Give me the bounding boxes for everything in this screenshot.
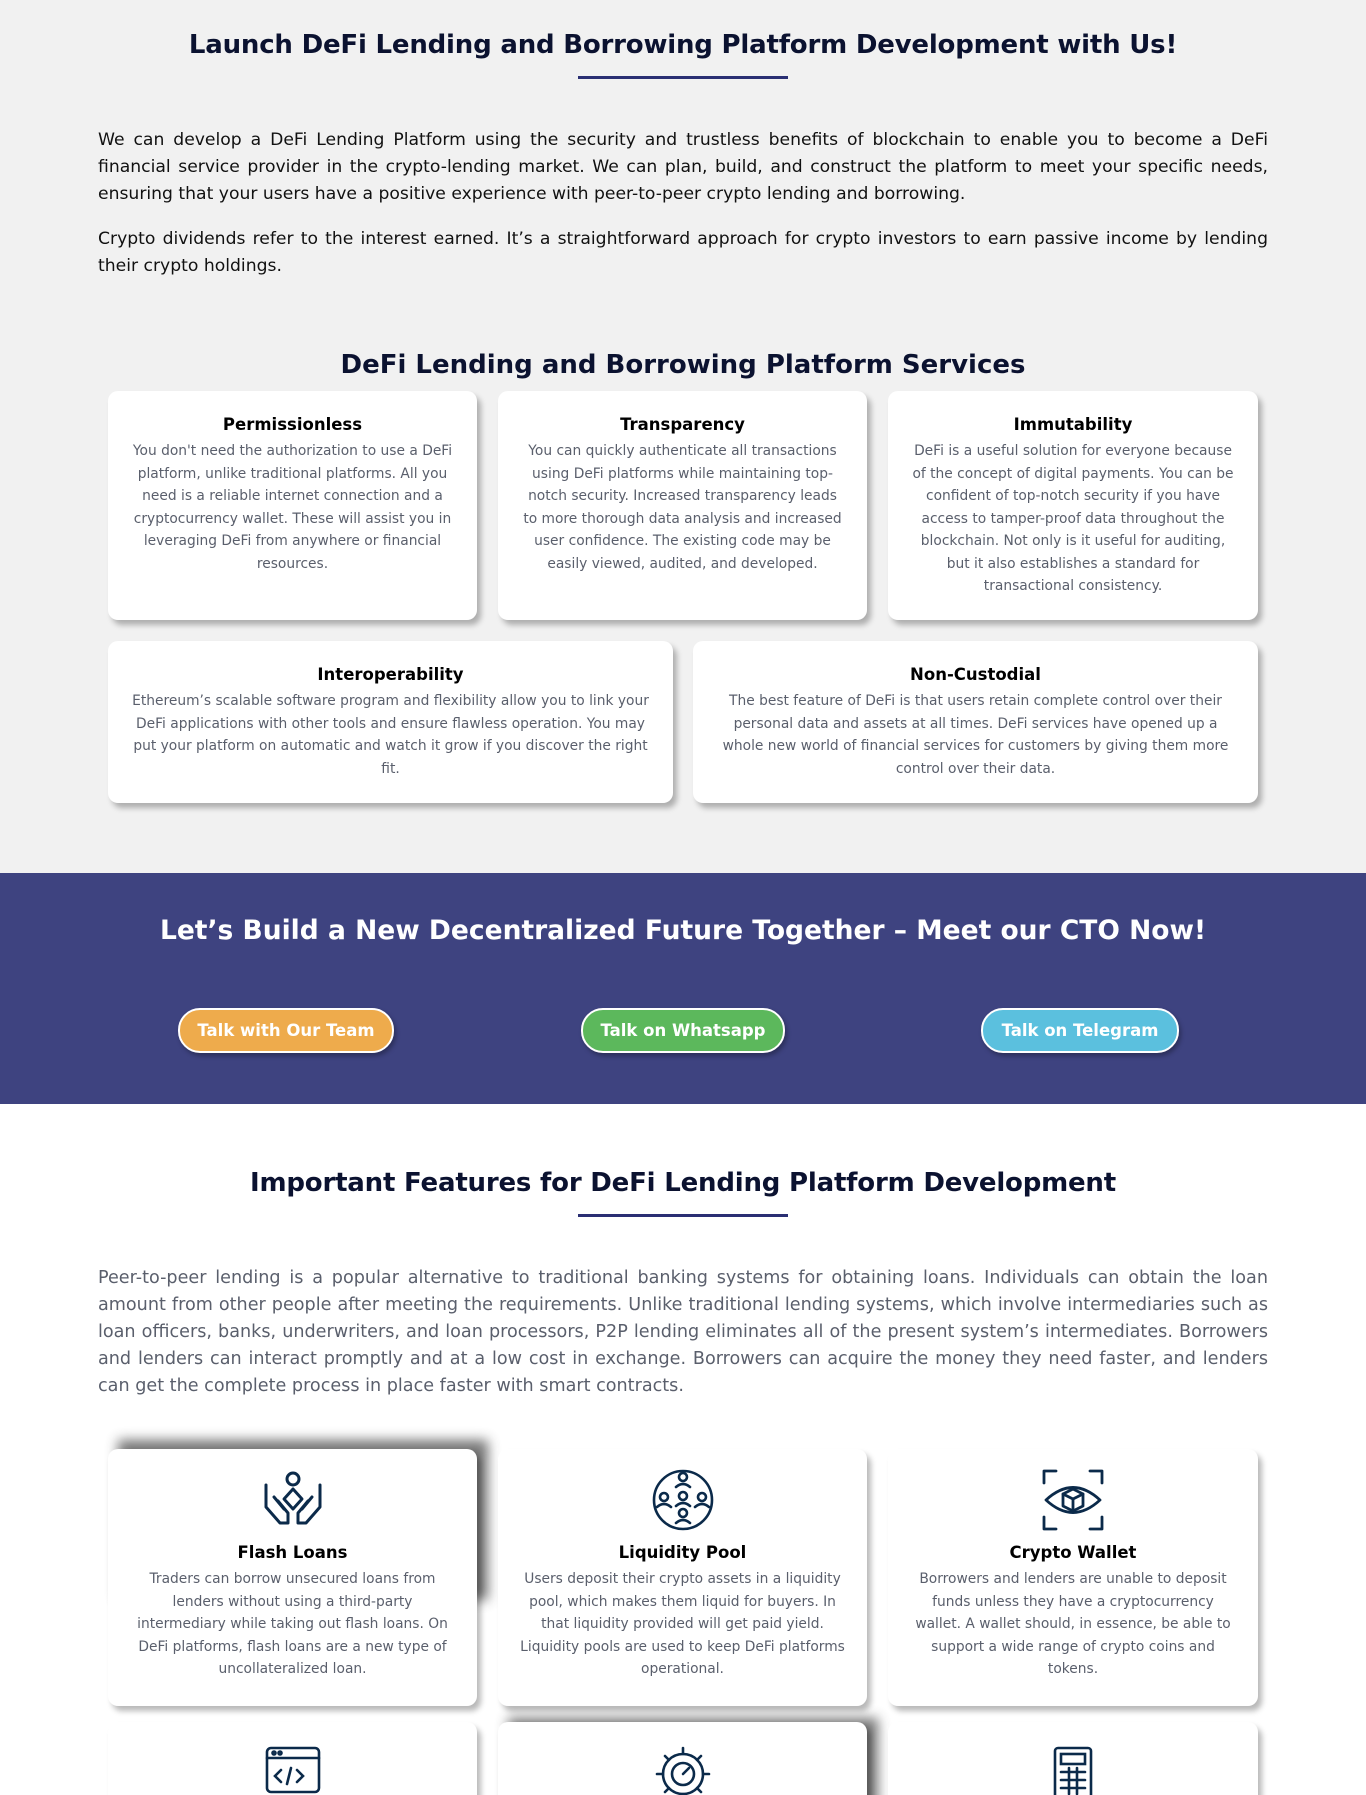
hands-heart-icon (260, 1467, 326, 1533)
services-title: DeFi Lending and Borrowing Platform Services (340, 350, 1026, 380)
cta-title: Let’s Build a New Decentralized Future Together – Meet our CTO Now! (159, 915, 1207, 946)
service-card-text: You can quickly authenticate all transactions using DeFi platforms while maintaining top-notch security. Increased transparency leads to more thorough data analysis and increased user confidence. The existing code may be easily viewed, audited, and developed. (523, 443, 842, 572)
launch-paragraph-2: Crypto dividends refer to the interest earned. It’s a straightforward approach for crypto investors to earn passive income by lending their crypto holdings. (98, 229, 1268, 276)
service-card-text: You don't need the authorization to use a DeFi platform, unlike traditional platforms. All you need is a reliable internet connection and a cryptocurrency wallet. These will assist you in leveraging DeFi from anywhere or financial resources. (132, 443, 453, 572)
service-card-title: Non-Custodial (910, 665, 1041, 684)
service-card-immutability (888, 391, 1258, 620)
service-card-non-custodial (693, 641, 1258, 803)
network-users-icon (650, 1467, 716, 1533)
feature-card-title: Flash Loans (237, 1543, 348, 1562)
gear-gauge-icon (653, 1744, 713, 1795)
feature-card-liquidity-pool (498, 1449, 867, 1706)
feature-card-partial (498, 1722, 867, 1795)
talk-with-team-button[interactable]: Talk with Our Team (178, 1008, 394, 1053)
calculator-icon (1043, 1744, 1103, 1795)
feature-card-partial (108, 1722, 477, 1795)
service-card-interoperability (108, 641, 673, 803)
title-underline (578, 1214, 788, 1217)
service-card-text: The best feature of DeFi is that users retain complete control over their personal data and assets at all times. DeFi services have opened up a whole new world of financial services for customers by giving them more control over their data. (722, 693, 1229, 777)
service-card-title: Interoperability (317, 665, 464, 684)
eye-scan-cube-icon (1040, 1467, 1106, 1533)
launch-paragraph-1: We can develop a DeFi Lending Platform using the security and trustless benefits of blockchain to enable you to become a DeFi financial service provider in the crypto-lending market. We can plan, build, and construct the platform to meet your specific needs, ensuring that your users have a positive experience with peer-to-peer crypto lending and borrowing. (98, 130, 1268, 204)
code-window-gear-icon (263, 1744, 323, 1795)
service-card-title: Permissionless (222, 415, 363, 434)
feature-card-flash-loans (108, 1449, 477, 1706)
feature-card-title: Liquidity Pool (618, 1543, 747, 1562)
launch-title: Launch DeFi Lending and Borrowing Platform Development with Us! (188, 30, 1178, 60)
launch-intro (98, 79, 1268, 280)
feature-card-title: Crypto Wallet (1009, 1543, 1137, 1562)
feature-card-text: Users deposit their crypto assets in a liquidity pool, which makes them liquid for buyers. In that liquidity provided will get paid yield. Liquidity pools are used to keep DeFi platforms operational. (520, 1571, 845, 1677)
feature-card-crypto-wallet (888, 1449, 1258, 1706)
service-card-title: Immutability (1013, 415, 1133, 434)
features-intro: Peer-to-peer lending is a popular alternative to traditional banking systems for obtaining loans. Individuals can obtain the loan amount from other people after meeting the requirements. Unlike traditional lending systems, which involve intermediaries such as loan officers, banks, underwriters, and loan processors, P2P lending eliminates all of the present system’s intermediates. Borrowers and lenders can interact promptly and at a low cost in exchange. Borrowers can acquire the money they need faster, and lenders can get the complete process in place faster with smart contracts. (98, 1268, 1268, 1396)
service-card-permissionless (108, 391, 477, 620)
feature-card-partial (888, 1722, 1258, 1795)
cta-section (0, 873, 1366, 1104)
talk-on-whatsapp-button[interactable]: Talk on Whatsapp (581, 1008, 785, 1053)
talk-on-telegram-button[interactable]: Talk on Telegram (981, 1008, 1179, 1053)
features-section (0, 1104, 1366, 1795)
launch-section (0, 0, 1366, 873)
feature-card-text: Borrowers and lenders are unable to deposit funds unless they have a cryptocurrency wallet. A wallet should, in essence, be able to support a wide range of crypto coins and tokens. (915, 1571, 1231, 1677)
feature-card-text: Traders can borrow unsecured loans from lenders without using a third-party intermediary while taking out flash loans. On DeFi platforms, flash loans are a new type of uncollateralized loan. (137, 1571, 448, 1677)
service-card-transparency (498, 391, 867, 620)
service-card-title: Transparency (620, 415, 745, 434)
features-title: Important Features for DeFi Lending Platform Development (250, 1168, 1116, 1198)
service-card-text: Ethereum’s scalable software program and flexibility allow you to link your DeFi applications with other tools and ensure flawless operation. You may put your platform on automatic and watch it grow if you discover the right fit. (132, 693, 649, 777)
service-card-text: DeFi is a useful solution for everyone because of the concept of digital payments. You can be confident of top-notch security if you have access to tamper-proof data throughout the blockchain. Not only is it useful for auditing, but it also establishes a standard for transactional consistency. (912, 443, 1234, 594)
